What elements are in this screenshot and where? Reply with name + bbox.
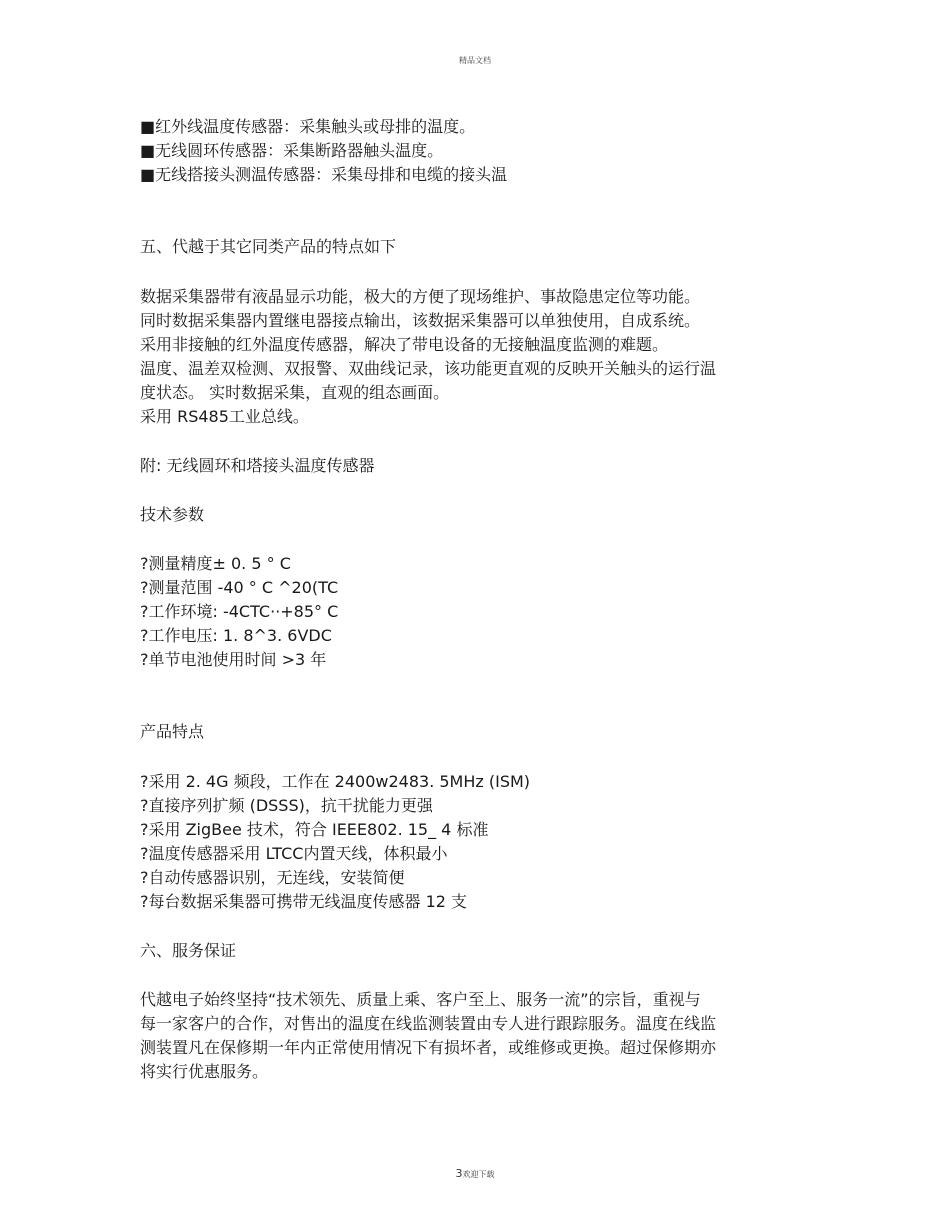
section6-title: 六、服务保证 <box>140 941 237 960</box>
sensor-item: ■红外线温度传感器：采集触头或母排的温度。 <box>140 117 476 136</box>
tech-param-item: ?工作环境: -4CTC··+85° C <box>140 602 339 621</box>
section6-line: 代越电子始终坚持“技术领先、质量上乘、客户至上、服务一流”的宗旨，重视与 <box>140 990 701 1009</box>
section5-title: 五、代越于其它同类产品的特点如下 <box>140 237 397 256</box>
section5-line: 采用非接触的红外温度传感器，解决了带电设备的无接触温度监测的难题。 <box>140 335 669 354</box>
page-footer <box>0 1167 950 1180</box>
tech-param-item: ?测量精度± 0. 5 ° C <box>140 554 291 573</box>
section5-line: 温度、温差双检测、双报警、双曲线记录，该功能更直观的反映开关触头的运行温 <box>140 359 717 378</box>
features-title: 产品特点 <box>140 722 205 741</box>
section5-line: 采用 RS485工业总线。 <box>140 407 309 426</box>
tech-param-item: ?工作电压: 1. 8^3. 6VDC <box>140 626 332 645</box>
sensor-item: ■无线圆环传感器：采集断路器触头温度。 <box>140 141 444 160</box>
section6-line: 将实行优惠服务。 <box>140 1062 269 1081</box>
feature-item: ?每台数据采集器可携带无线温度传感器 12 支 <box>140 892 468 911</box>
section5-line: 同时数据采集器内置继电器接点输出，该数据采集器可以单独使用，自成系统。 <box>140 311 701 330</box>
tech-param-item: ?测量范围 -40 ° C ^20(TC <box>140 578 339 597</box>
page-number: 3 <box>455 1167 463 1180</box>
section5-line: 数据采集器带有液晶显示功能，极大的方便了现场维护、事故隐患定位等功能。 <box>140 287 701 306</box>
page-header: 精品文档 <box>459 56 491 65</box>
section6-line: 测装置凡在保修期一年内正常使用情况下有损坏者，或维修或更换。超过保修期亦 <box>140 1038 717 1057</box>
feature-item: ?自动传感器识别，无连线，安装简便 <box>140 868 405 887</box>
appendix-title: 附: 无线圆环和塔接头温度传感器 <box>140 456 375 475</box>
feature-item: ?直接序列扩频 (DSSS)，抗干扰能力更强 <box>140 796 433 815</box>
feature-item: ?采用 2. 4G 频段，工作在 2400w2483. 5MHz (ISM) <box>140 772 531 791</box>
feature-item: ?温度传感器采用 LTCC内置天线，体积最小 <box>140 844 448 863</box>
section5-line: 度状态。 实时数据采集，直观的组态画面。 <box>140 383 450 402</box>
feature-item: ?采用 ZigBee 技术，符合 IEEE802. 15_ 4 标准 <box>140 820 489 839</box>
sensor-item: ■无线搭接头测温传感器：采集母排和电缆的接头温 <box>140 165 508 184</box>
tech-param-item: ?单节电池使用时间 >3 年 <box>140 650 327 669</box>
footer-text: 欢迎下载 <box>462 1170 495 1179</box>
tech-params-title: 技术参数 <box>140 505 205 524</box>
section6-line: 每一家客户的合作，对售出的温度在线监测装置由专人进行跟踪服务。温度在线监 <box>140 1014 717 1033</box>
